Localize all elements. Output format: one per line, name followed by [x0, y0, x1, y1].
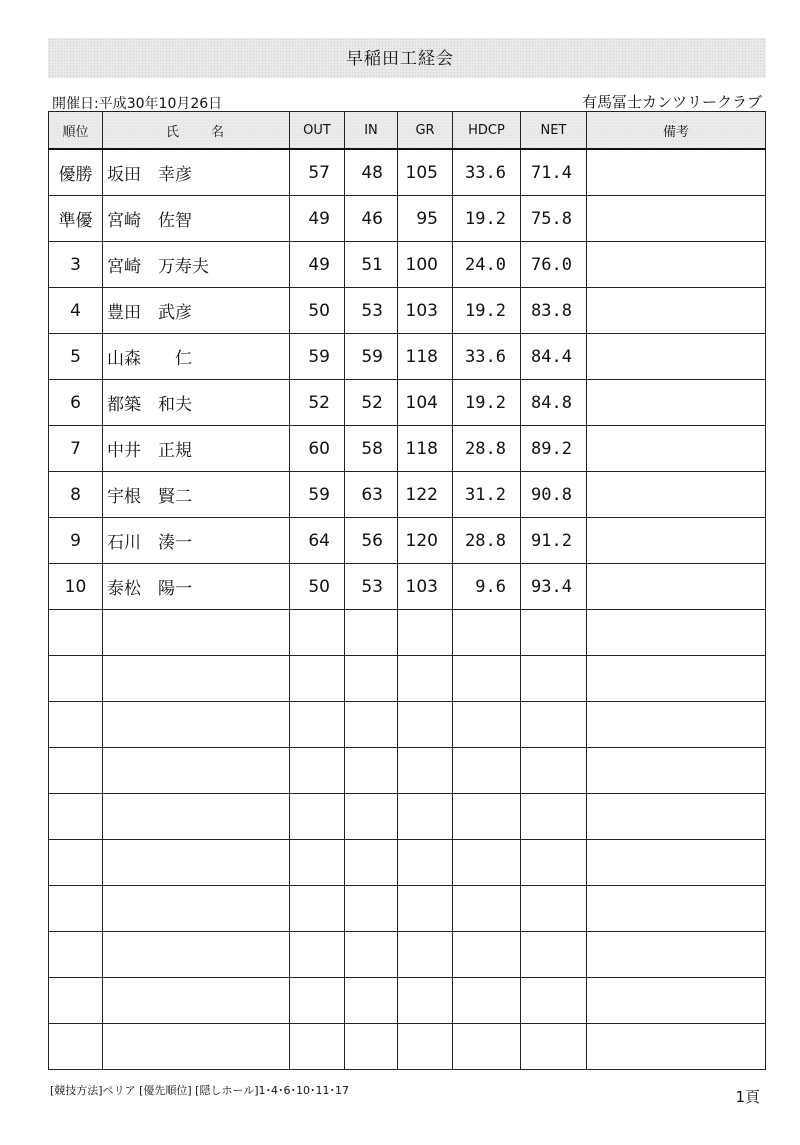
cell-gross	[398, 748, 453, 794]
cell-player-name	[103, 840, 290, 886]
cell-net: 89.2	[521, 426, 587, 472]
cell-hdcp: 19.2	[453, 288, 521, 334]
table-row	[49, 149, 766, 196]
table-row	[49, 426, 766, 472]
cell-player-name	[103, 932, 290, 978]
cell-net	[521, 932, 587, 978]
cell-out: 49	[290, 242, 345, 288]
cell-gross	[398, 932, 453, 978]
cell-net	[521, 748, 587, 794]
table-row	[49, 932, 766, 978]
cell-notes	[587, 426, 766, 472]
cell-player-name	[103, 886, 290, 932]
cell-in: 48	[345, 149, 398, 196]
table-row	[49, 288, 766, 334]
cell-net: 93.4	[521, 564, 587, 610]
document-title: 早稲田工経会	[346, 49, 454, 69]
cell-net: 71.4	[521, 149, 587, 196]
cell-notes	[587, 564, 766, 610]
cell-gross: 122	[398, 472, 453, 518]
cell-player-name: 石川 湊一	[103, 518, 290, 564]
cell-hdcp	[453, 1024, 521, 1070]
cell-player-name: 坂田 幸彦	[103, 149, 290, 196]
cell-out	[290, 794, 345, 840]
cell-in	[345, 1024, 398, 1070]
cell-gross	[398, 702, 453, 748]
cell-player-name	[103, 610, 290, 656]
table-row	[49, 380, 766, 426]
cell-rank: 10	[49, 564, 103, 610]
cell-rank: 3	[49, 242, 103, 288]
table-row	[49, 978, 766, 1024]
cell-net: 76.0	[521, 242, 587, 288]
cell-gross: 95	[398, 196, 453, 242]
table-row	[49, 748, 766, 794]
cell-player-name: 中井 正規	[103, 426, 290, 472]
cell-player-name: 宮崎 万寿夫	[103, 242, 290, 288]
cell-gross	[398, 840, 453, 886]
table-row	[49, 656, 766, 702]
table-row	[49, 334, 766, 380]
cell-net: 90.8	[521, 472, 587, 518]
cell-rank: 9	[49, 518, 103, 564]
table-row	[49, 702, 766, 748]
cell-gross	[398, 886, 453, 932]
cell-notes	[587, 932, 766, 978]
cell-notes	[587, 380, 766, 426]
cell-out: 52	[290, 380, 345, 426]
cell-in	[345, 840, 398, 886]
cell-net: 75.8	[521, 196, 587, 242]
cell-in	[345, 702, 398, 748]
cell-rank	[49, 610, 103, 656]
cell-player-name	[103, 794, 290, 840]
cell-net	[521, 978, 587, 1024]
cell-player-name	[103, 656, 290, 702]
cell-rank: 優勝	[49, 149, 103, 196]
table-row	[49, 610, 766, 656]
cell-player-name	[103, 1024, 290, 1070]
cell-player-name: 都築 和夫	[103, 380, 290, 426]
table-row	[49, 564, 766, 610]
cell-net: 83.8	[521, 288, 587, 334]
cell-in: 56	[345, 518, 398, 564]
cell-hdcp	[453, 886, 521, 932]
cell-hdcp	[453, 932, 521, 978]
cell-rank: 準優	[49, 196, 103, 242]
cell-hdcp: 24.0	[453, 242, 521, 288]
cell-in	[345, 794, 398, 840]
cell-rank	[49, 656, 103, 702]
cell-hdcp: 33.6	[453, 334, 521, 380]
cell-net	[521, 1024, 587, 1070]
cell-notes	[587, 748, 766, 794]
cell-net: 84.8	[521, 380, 587, 426]
event-date: 開催日:平成30年10月26日	[52, 96, 223, 112]
page-number: 1頁	[735, 1088, 760, 1106]
cell-player-name	[103, 978, 290, 1024]
cell-hdcp: 19.2	[453, 380, 521, 426]
cell-out	[290, 748, 345, 794]
cell-in: 53	[345, 564, 398, 610]
cell-hdcp: 31.2	[453, 472, 521, 518]
header-notes: 備考	[587, 112, 766, 150]
cell-hdcp	[453, 840, 521, 886]
cell-in	[345, 978, 398, 1024]
cell-hdcp: 28.8	[453, 518, 521, 564]
cell-net	[521, 702, 587, 748]
cell-rank	[49, 932, 103, 978]
table-row	[49, 196, 766, 242]
cell-gross: 118	[398, 426, 453, 472]
cell-rank	[49, 978, 103, 1024]
table-row	[49, 518, 766, 564]
cell-notes	[587, 334, 766, 380]
cell-hdcp	[453, 610, 521, 656]
cell-out: 59	[290, 472, 345, 518]
cell-gross: 105	[398, 149, 453, 196]
table-row	[49, 1024, 766, 1070]
cell-net: 91.2	[521, 518, 587, 564]
cell-hdcp	[453, 794, 521, 840]
cell-out	[290, 840, 345, 886]
cell-out	[290, 932, 345, 978]
cell-in: 58	[345, 426, 398, 472]
cell-notes	[587, 978, 766, 1024]
header-row	[49, 112, 766, 150]
cell-out	[290, 656, 345, 702]
cell-net	[521, 610, 587, 656]
cell-rank: 6	[49, 380, 103, 426]
cell-rank	[49, 886, 103, 932]
cell-gross: 118	[398, 334, 453, 380]
cell-player-name: 豊田 武彦	[103, 288, 290, 334]
cell-in	[345, 610, 398, 656]
cell-gross: 120	[398, 518, 453, 564]
cell-gross: 104	[398, 380, 453, 426]
cell-player-name	[103, 748, 290, 794]
cell-out: 49	[290, 196, 345, 242]
cell-notes	[587, 1024, 766, 1070]
cell-in: 51	[345, 242, 398, 288]
cell-hdcp: 33.6	[453, 149, 521, 196]
table-row	[49, 794, 766, 840]
cell-notes	[587, 149, 766, 196]
cell-rank	[49, 748, 103, 794]
cell-gross: 103	[398, 288, 453, 334]
cell-notes	[587, 242, 766, 288]
cell-out	[290, 978, 345, 1024]
cell-player-name: 宇根 賢二	[103, 472, 290, 518]
cell-rank	[49, 702, 103, 748]
cell-in	[345, 886, 398, 932]
cell-net	[521, 886, 587, 932]
cell-in: 59	[345, 334, 398, 380]
cell-notes	[587, 472, 766, 518]
header-name: 氏 名	[103, 112, 290, 150]
cell-rank	[49, 794, 103, 840]
cell-in: 63	[345, 472, 398, 518]
cell-notes	[587, 794, 766, 840]
header-gr: GR	[398, 112, 453, 150]
cell-net	[521, 656, 587, 702]
cell-out: 59	[290, 334, 345, 380]
course-name: 有馬冨士カンツリークラブ	[581, 93, 762, 111]
cell-in: 52	[345, 380, 398, 426]
cell-out: 50	[290, 564, 345, 610]
cell-rank: 5	[49, 334, 103, 380]
cell-notes	[587, 886, 766, 932]
cell-notes	[587, 840, 766, 886]
cell-notes	[587, 702, 766, 748]
cell-out	[290, 702, 345, 748]
cell-out	[290, 610, 345, 656]
header-rank: 順位	[49, 112, 103, 150]
results-table	[48, 111, 766, 1070]
cell-gross	[398, 794, 453, 840]
table-row	[49, 242, 766, 288]
cell-player-name: 宮崎 佐智	[103, 196, 290, 242]
cell-out: 60	[290, 426, 345, 472]
cell-out	[290, 1024, 345, 1070]
cell-player-name: 泰松 陽一	[103, 564, 290, 610]
cell-rank: 7	[49, 426, 103, 472]
cell-hdcp	[453, 748, 521, 794]
cell-in	[345, 656, 398, 702]
cell-gross	[398, 1024, 453, 1070]
cell-net	[521, 840, 587, 886]
cell-gross	[398, 978, 453, 1024]
header-in: IN	[345, 112, 398, 150]
cell-notes	[587, 656, 766, 702]
cell-notes	[587, 288, 766, 334]
cell-notes	[587, 196, 766, 242]
cell-out	[290, 886, 345, 932]
footer-competition-note: [競技方法]ペリア [優先順位] [隠しホール]1･4･6･10･11･17	[50, 1084, 350, 1097]
header-hdcp: HDCP	[453, 112, 521, 150]
cell-notes	[587, 610, 766, 656]
cell-in	[345, 932, 398, 978]
cell-net: 84.4	[521, 334, 587, 380]
cell-gross	[398, 656, 453, 702]
cell-hdcp: 19.2	[453, 196, 521, 242]
cell-notes	[587, 518, 766, 564]
table-row	[49, 840, 766, 886]
cell-rank: 4	[49, 288, 103, 334]
cell-hdcp	[453, 656, 521, 702]
cell-hdcp	[453, 702, 521, 748]
cell-gross: 103	[398, 564, 453, 610]
cell-out: 64	[290, 518, 345, 564]
cell-hdcp	[453, 978, 521, 1024]
cell-rank	[49, 840, 103, 886]
cell-in: 46	[345, 196, 398, 242]
cell-gross: 100	[398, 242, 453, 288]
cell-net	[521, 794, 587, 840]
cell-in: 53	[345, 288, 398, 334]
cell-player-name	[103, 702, 290, 748]
cell-rank	[49, 1024, 103, 1070]
cell-in	[345, 748, 398, 794]
table-row	[49, 472, 766, 518]
table-row	[49, 886, 766, 932]
cell-gross	[398, 610, 453, 656]
cell-rank: 8	[49, 472, 103, 518]
cell-out: 50	[290, 288, 345, 334]
cell-out: 57	[290, 149, 345, 196]
header-net: NET	[521, 112, 587, 150]
cell-hdcp: 9.6	[453, 564, 521, 610]
cell-hdcp: 28.8	[453, 426, 521, 472]
header-out: OUT	[290, 112, 345, 150]
cell-player-name: 山森 仁	[103, 334, 290, 380]
